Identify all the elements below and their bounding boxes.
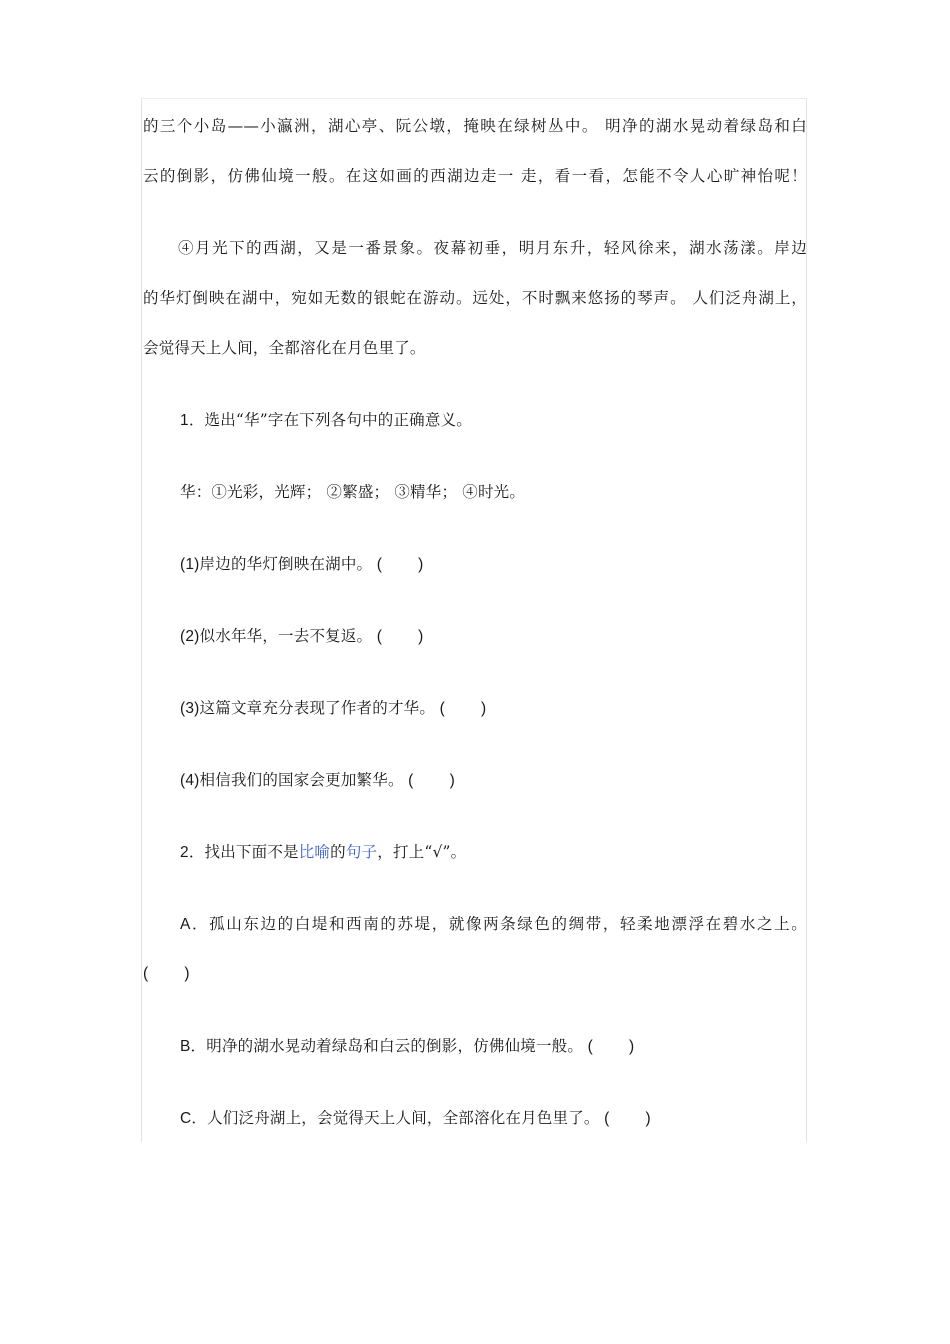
question-2-prompt <box>180 842 466 863</box>
question-2-text-a: 找出下面不是 <box>204 843 299 861</box>
passage-p4-line-3: 会觉得天上人间，全都溶化在月色里了。 <box>143 339 426 357</box>
option-b <box>180 1036 634 1057</box>
item-number: (3) <box>180 700 200 717</box>
item-number: (4) <box>180 772 200 789</box>
answer-blank[interactable]: ( ) <box>372 628 424 645</box>
question-1-prompt <box>180 410 472 431</box>
option-letter: A． <box>180 916 210 933</box>
passage-p4-line-2: 的华灯倒映在湖中，宛如无数的银蛇在游动。远处，不时飘来悠扬的琴声。 人们泛舟湖上， <box>143 289 807 307</box>
answer-blank[interactable]: ( ) <box>372 556 424 573</box>
answer-blank[interactable]: ( ) <box>583 1038 635 1055</box>
item-text: 似水年华，一去不复返。 <box>199 627 373 645</box>
question-1-item <box>180 554 424 575</box>
option-letter: C． <box>180 1110 208 1127</box>
answer-blank[interactable]: ( ) <box>435 700 487 717</box>
answer-blank[interactable]: ( ) <box>403 772 455 789</box>
link-metaphor[interactable]: 比喻 <box>298 843 331 861</box>
question-2-number: 2． <box>180 844 205 861</box>
option-c <box>180 1108 651 1129</box>
question-1-text: 选出“华”字在下列各句中的正确意义。 <box>204 411 472 429</box>
question-1-number: 1． <box>180 412 205 429</box>
link-sentence[interactable]: 句子 <box>345 843 378 861</box>
option-a <box>180 914 807 935</box>
question-2-text-b: 的 <box>330 843 346 861</box>
question-1-item <box>180 626 424 647</box>
question-1-item <box>180 770 455 791</box>
question-1-item <box>180 698 486 719</box>
option-letter: B． <box>180 1038 207 1055</box>
item-number: (1) <box>180 556 200 573</box>
item-text: 岸边的华灯倒映在湖中。 <box>199 555 373 573</box>
option-text: 明净的湖水晃动着绿岛和白云的倒影，仿佛仙境一般。 <box>206 1037 584 1055</box>
item-text: 相信我们的国家会更加繁华。 <box>199 771 404 789</box>
passage-p3-line-2: 云的倒影，仿佛仙境一般。在这如画的西湖边走一 走，看一看，怎能不令人心旷神怡呢！ <box>143 167 807 185</box>
answer-blank[interactable]: ( ) <box>599 1110 651 1127</box>
passage-p3-line-1: 的三个小岛——小瀛洲，湖心亭、阮公墩，掩映在绿树丛中。 明净的湖水晃动着绿岛和白 <box>143 117 807 135</box>
item-number: (2) <box>180 628 200 645</box>
option-text: 孤山东边的白堤和西南的苏堤，就像两条绿色的绸带，轻柔地漂浮在碧水之上。 <box>209 915 807 933</box>
question-2-text-c: ，打上“√”。 <box>377 843 467 861</box>
answer-blank[interactable]: ( ) <box>143 965 190 982</box>
passage-p4-line-1: ④月光下的西湖，又是一番景象。夜幕初垂，明月东升，轻风徐来，湖水荡漾。岸边 <box>178 239 807 257</box>
question-1-meanings: 华：①光彩，光辉； ②繁盛； ③精华； ④时光。 <box>180 483 526 501</box>
option-text: 人们泛舟湖上，会觉得天上人间，全部溶化在月色里了。 <box>207 1109 600 1127</box>
item-text: 这篇文章充分表现了作者的才华。 <box>199 699 436 717</box>
